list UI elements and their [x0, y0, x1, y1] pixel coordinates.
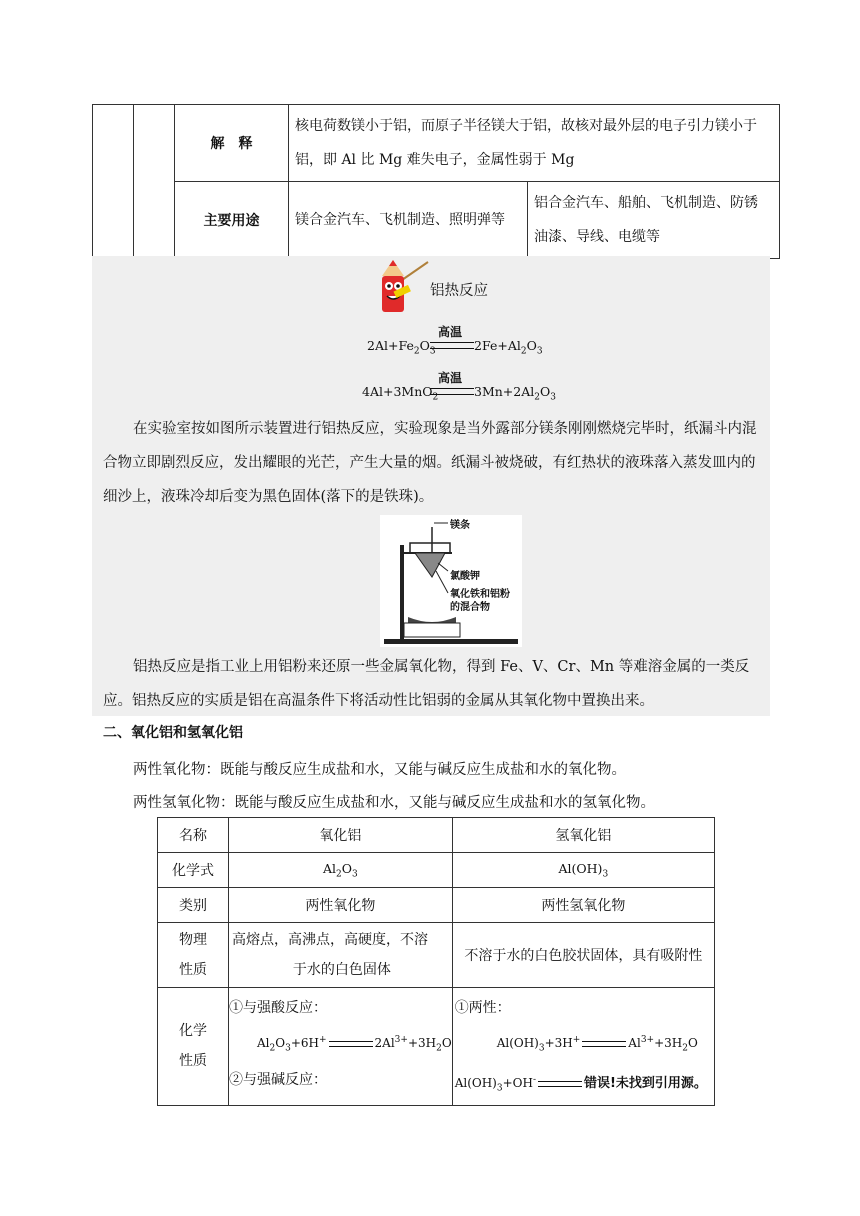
mg-uses: 镁合金汽车、飞机制造、照明弹等	[289, 182, 528, 259]
formula-al2o3: $Al_2O_3$	[229, 853, 453, 888]
row-label-uses: 主要用途	[175, 182, 289, 259]
row-label-physical: 物理 性质	[158, 923, 229, 988]
chemical-al2o3: ①与强酸反应： $Al_2O_3+6H^+$ $2Al^{3+}+3H_2O$ ②与强碱反应：	[229, 988, 453, 1106]
eq1-left: $2Al+Fe_2O_3$	[367, 338, 436, 357]
condition-high-temp: 高温	[438, 325, 463, 339]
thermite-title: 铝热反应	[430, 283, 488, 299]
physical-al2o3: 高熔点，高沸点，高硬度，不溶 于水的白色固体	[229, 923, 453, 988]
thermite-description: 在实验室按如图所示装置进行铝热反应，实验现象是当外露部分镁条刚刚燃烧完毕时，纸漏斗内混合物立即剧烈反应，发出耀眼的光芒，产生大量的烟。纸漏斗被烧破，有红热状的液珠落入蒸发皿内的细沙上，液珠冷却后变为黑色固体(落下的是铁珠)。	[103, 421, 757, 505]
eq2-left: 4Al+3MnO$_2$	[362, 384, 439, 403]
label-mixture-2: 的混合物	[450, 602, 490, 613]
chemical-aloh3: ①两性： $Al(OH)_3+3H^+$ $Al^{3+}+3H_2O$ $Al(OH)_3+OH^-$ 错误!未找到引用源。	[452, 988, 714, 1106]
label-mixture-1: 氧化铁和铝粉	[450, 589, 510, 600]
thermite-definition: 铝热反应是指工业上用铝粉来还原一些金属氧化物，得到 Fe、V、Cr、Mn 等难溶金属的一类反应。铝热反应的实质是铝在高温条件下将活动性比铝弱的金属从其氧化物中置换出来。	[103, 659, 750, 709]
table-gutter	[93, 105, 134, 259]
row-label-category: 类别	[158, 888, 229, 923]
label-mg-ribbon: 镁条	[450, 520, 470, 531]
eq1-double-bar	[430, 342, 474, 349]
definition-amphoteric-hydroxide: 两性氢氧化物：既能与酸反应生成盐和水，又能与碱反应生成盐和水的氢氧化物。	[133, 795, 655, 811]
category-al2o3: 两性氧化物	[229, 888, 453, 923]
eq2-double-bar	[430, 388, 474, 395]
al-uses-line2: 油漆、导线、电缆等	[534, 229, 660, 245]
eq2-right: $3Mn+2Al_2O_3$	[474, 384, 556, 403]
explanation-text: 核电荷数镁小于铝，而原子半径镁大于铝，故核对最外层的电子引力镁小于铝，即 Al 比 Mg 难失电子，金属性弱于 Mg	[289, 105, 780, 182]
formula-aloh3: $Al(OH)_3$	[452, 853, 714, 888]
condition-high-temp: 高温	[438, 371, 463, 385]
properties-table	[92, 104, 780, 259]
header-name: 名称	[158, 818, 229, 853]
table-gutter	[134, 105, 175, 259]
al-uses	[528, 182, 780, 259]
alumina-comparison-table	[157, 817, 715, 1106]
table-row	[158, 923, 715, 988]
definition-amphoteric-oxide: 两性氧化物：既能与酸反应生成盐和水，又能与碱反应生成盐和水的氧化物。	[133, 762, 626, 778]
citation-error: 错误!未找到引用源。	[584, 1076, 707, 1092]
row-label-formula: 化学式	[158, 853, 229, 888]
apparatus-figure	[380, 515, 522, 647]
table-row	[158, 988, 715, 1106]
row-label-explanation: 解 释	[175, 105, 289, 182]
table-row	[158, 853, 715, 888]
category-aloh3: 两性氢氧化物	[452, 888, 714, 923]
header-al2o3: 氧化铝	[229, 818, 453, 853]
eq1-right: $2Fe+Al_2O_3$	[474, 338, 543, 357]
label-kclo3: 氯酸钾	[450, 571, 480, 582]
table-row	[158, 818, 715, 853]
row-label-chemical: 化学 性质	[158, 988, 229, 1106]
physical-aloh3: 不溶于水的白色胶状固体，具有吸附性	[452, 923, 714, 988]
pencil-mascot-icon	[372, 258, 432, 316]
section-heading: 二、氧化铝和氢氧化铝	[103, 725, 243, 741]
table-row	[158, 888, 715, 923]
al-uses-line1: 铝合金汽车、船舶、飞机制造、防锈	[534, 195, 758, 211]
header-aloh3: 氢氧化铝	[452, 818, 714, 853]
